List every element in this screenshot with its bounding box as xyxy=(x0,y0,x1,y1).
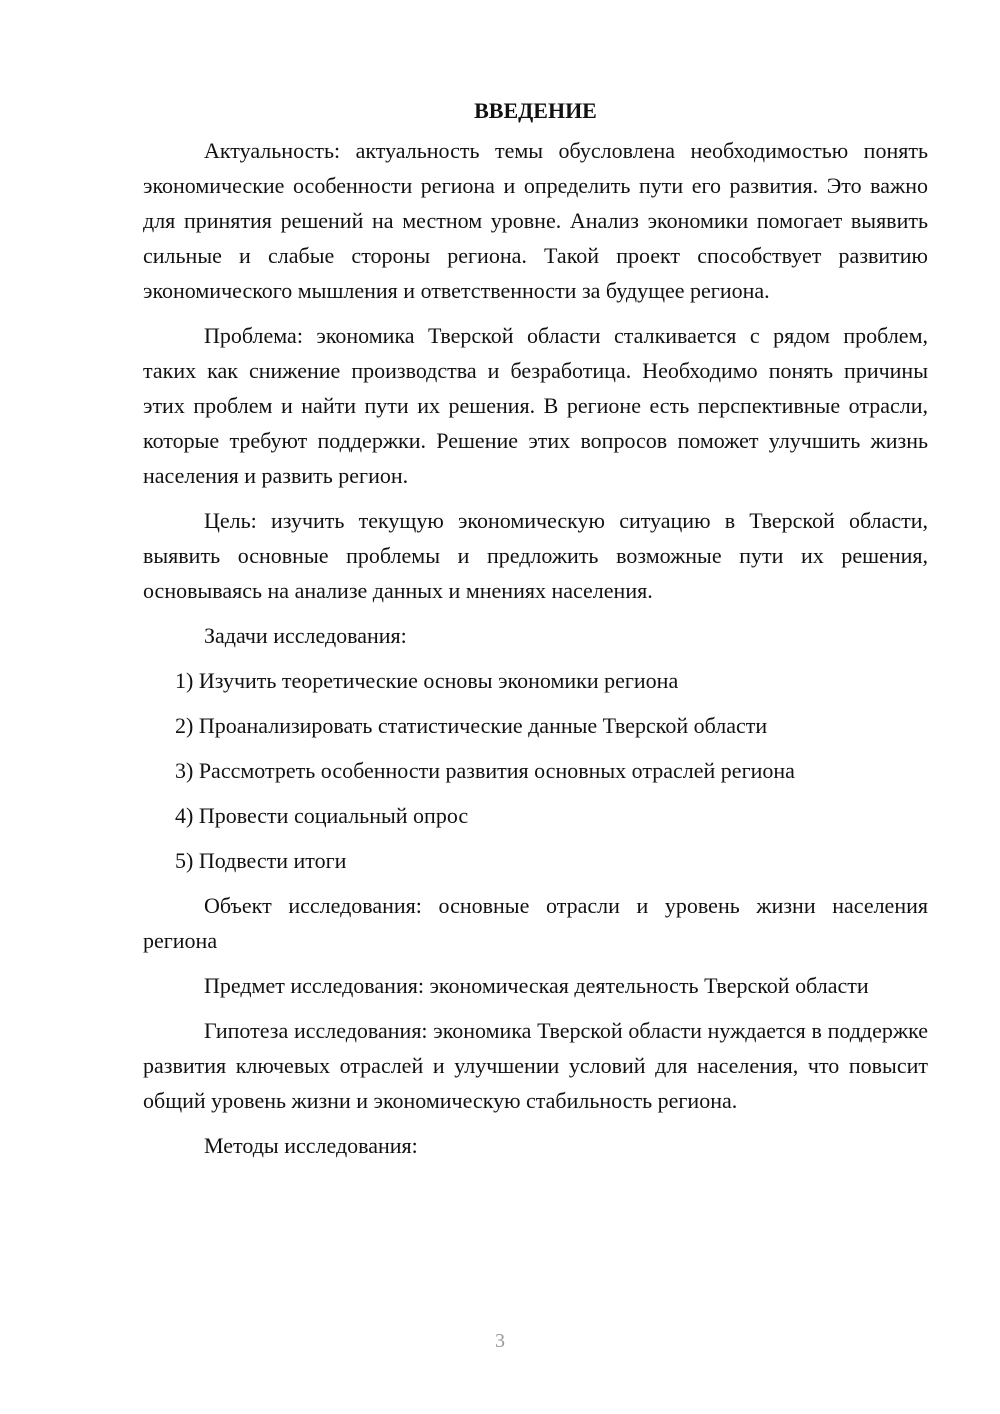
task-item-5: 5) Подвести итоги xyxy=(175,848,347,873)
relevance-paragraph: Актуальность: актуальность темы обусловлена необходимостью понять экономические особенности региона и определить пути его развития. Это важно для принятия решений на местном уровне. Анализ экономики помогает выявить сильные и слабые стороны региона. Такой проект способствует развитию экономического мышления и ответственности за будущее региона. xyxy=(143,138,928,303)
task-item-1: 1) Изучить теоретические основы экономики региона xyxy=(175,668,679,693)
hypothesis-paragraph: Гипотеза исследования: экономика Тверской области нуждается в поддержке развития ключевых отраслей и улучшении условий для населения, что повысит общий уровень жизни и экономическую стабильность региона. xyxy=(143,1018,928,1113)
page-content xyxy=(143,93,928,1173)
task-item-3: 3) Рассмотреть особенности развития основных отраслей региона xyxy=(175,758,795,783)
tasks-heading: Задачи исследования: xyxy=(204,623,407,648)
object-paragraph: Объект исследования: основные отрасли и уровень жизни населения региона xyxy=(143,893,928,953)
tasks-list xyxy=(143,663,928,878)
methods-heading: Методы исследования: xyxy=(204,1133,418,1158)
task-item-2: 2) Проанализировать статистические данные Тверской области xyxy=(175,713,768,738)
section-title: ВВЕДЕНИЕ xyxy=(474,98,597,123)
problem-paragraph: Проблема: экономика Тверской области сталкивается с рядом проблем, таких как снижение производства и безработица. Необходимо понять причины этих проблем и найти пути их решения. В регионе есть перспективные отрасли, которые требуют поддержки. Решение этих вопросов поможет улучшить жизнь населения и развить регион. xyxy=(143,323,928,488)
task-item-4: 4) Провести социальный опрос xyxy=(175,803,469,828)
page-number: 3 xyxy=(495,1330,505,1352)
goal-paragraph: Цель: изучить текущую экономическую ситуацию в Тверской области, выявить основные проблемы и предложить возможные пути их решения, основываясь на анализе данных и мнениях населения. xyxy=(143,508,928,603)
subject-paragraph: Предмет исследования: экономическая деятельность Тверской области xyxy=(204,973,869,998)
